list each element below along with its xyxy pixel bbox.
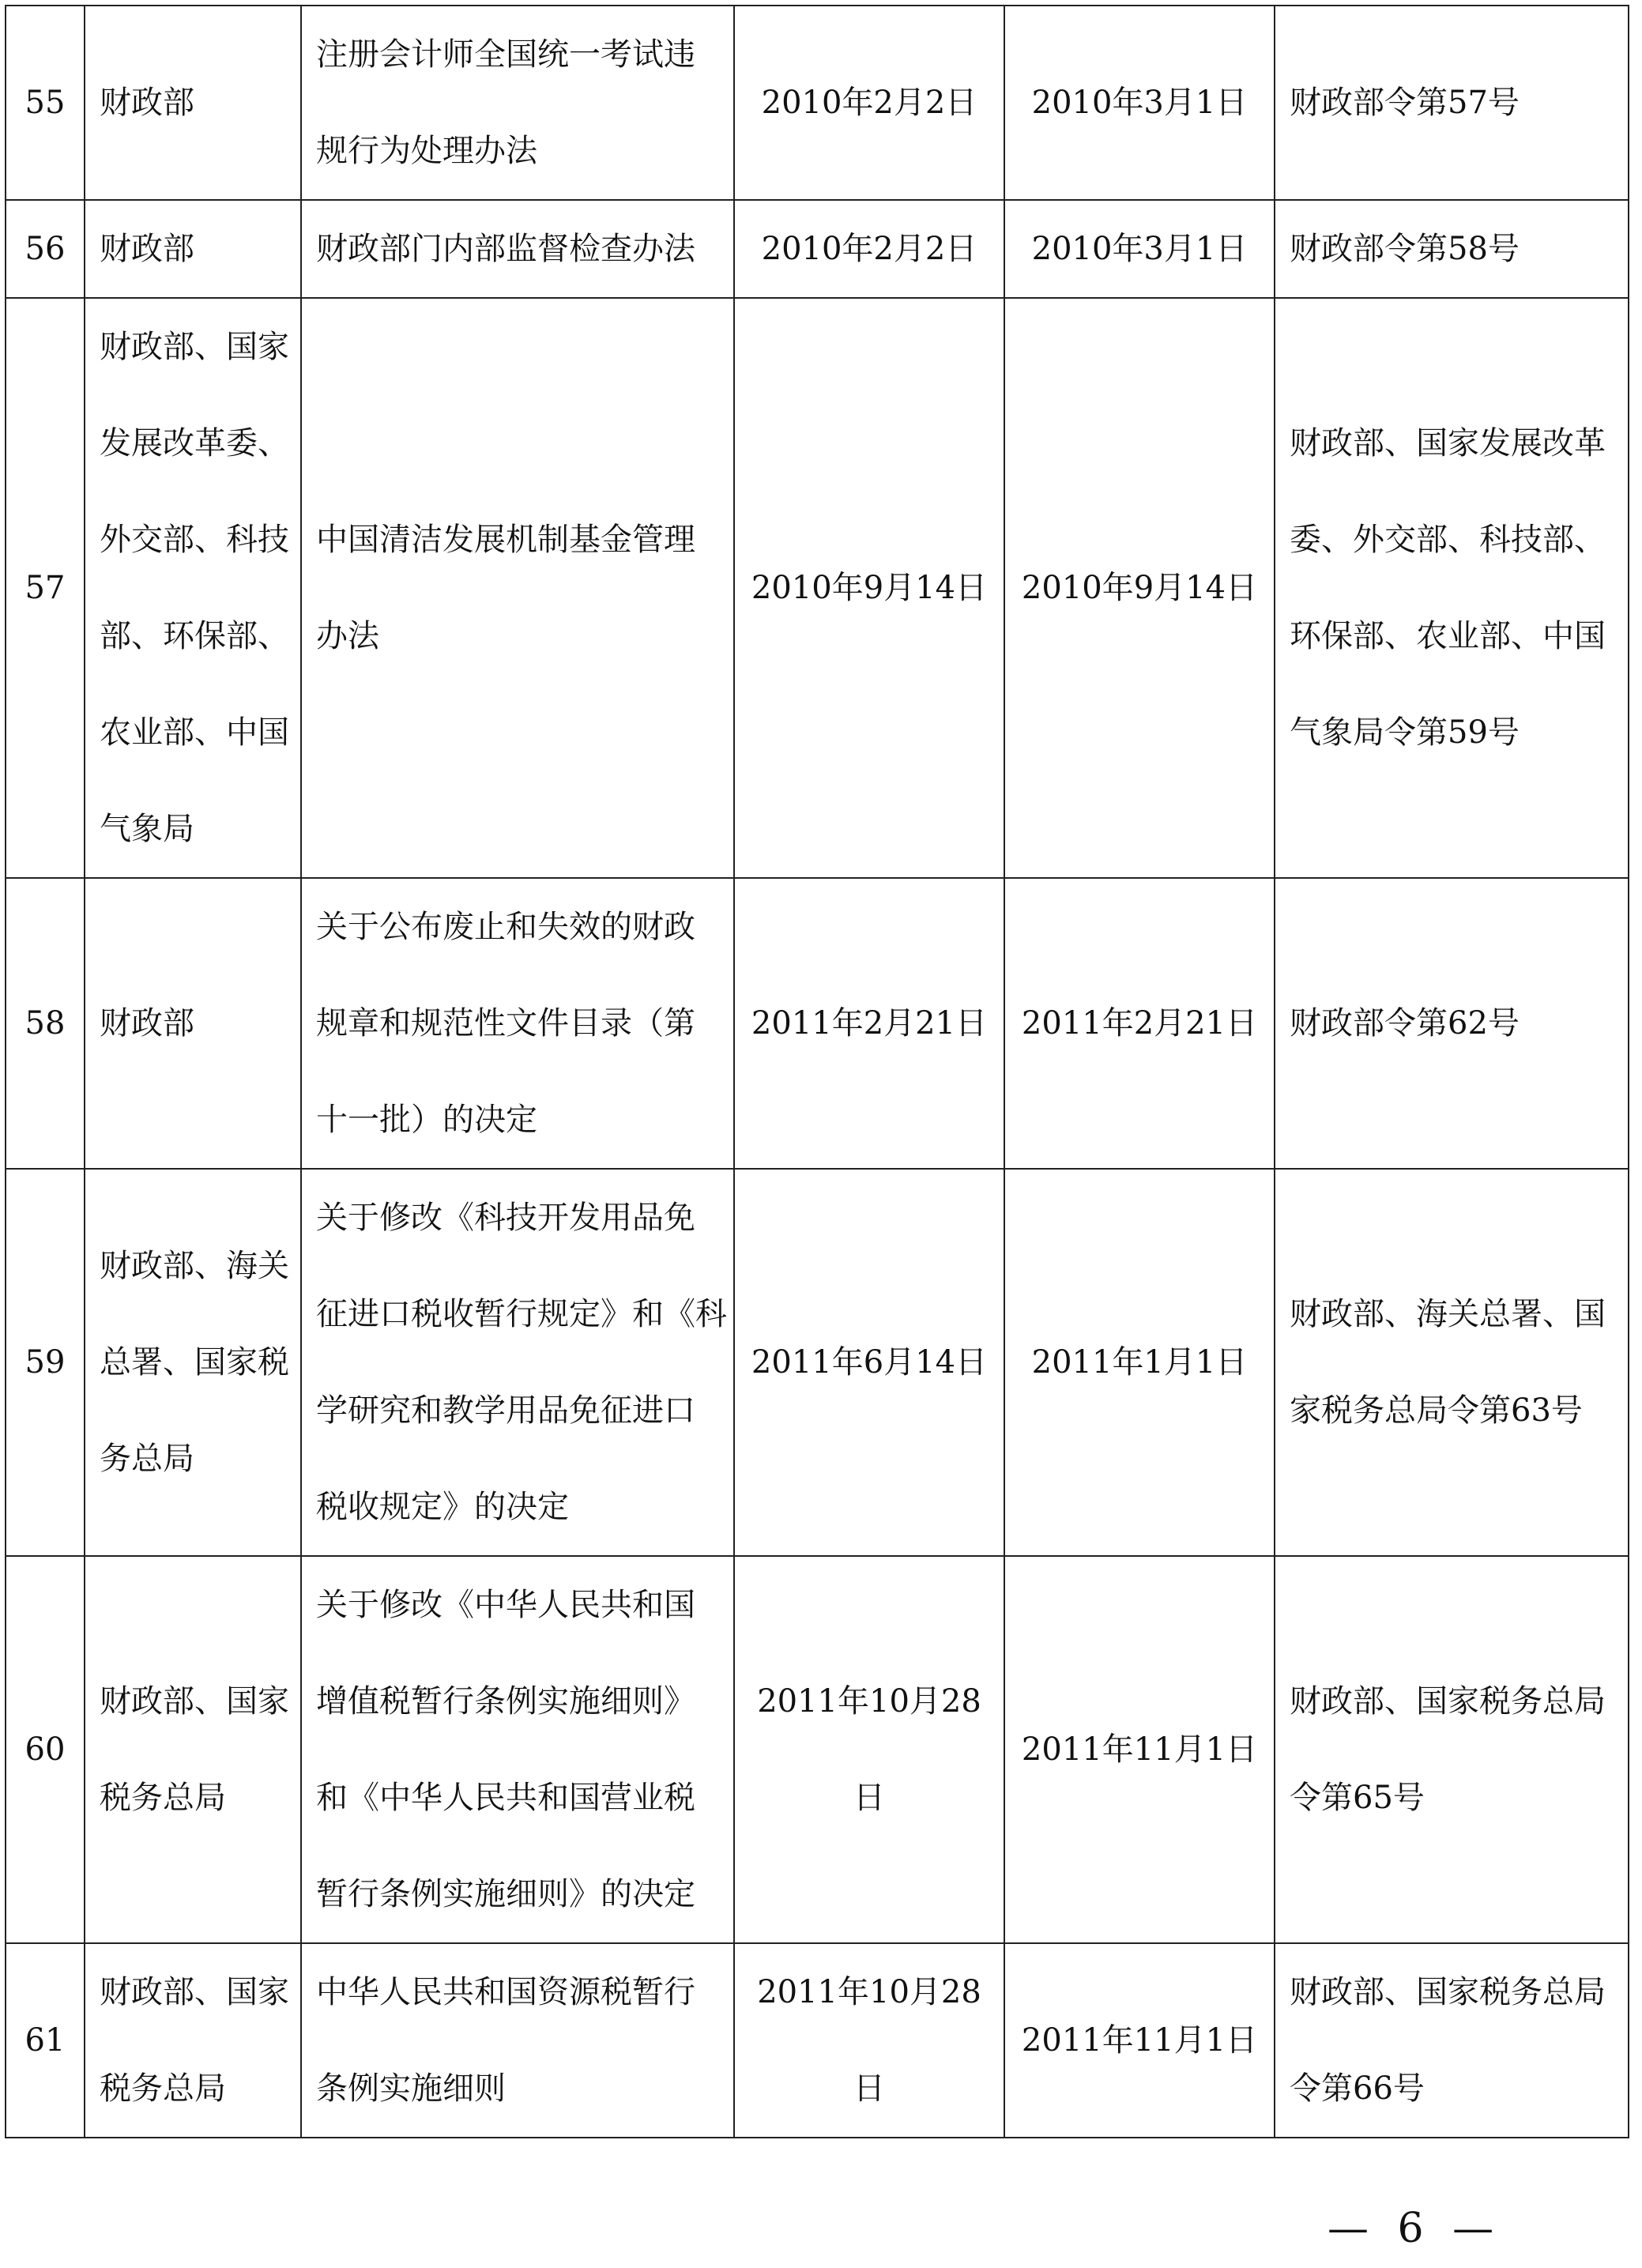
regulation-title [301, 1556, 734, 1943]
title-line: 中华人民共和国资源税暂行 [316, 1974, 695, 2010]
title-line: 关于公布废止和失效的财政 [316, 909, 695, 945]
publish-date: 2011年10月28日 [734, 1556, 1004, 1943]
dept-line: 财政部、国家 [100, 1683, 289, 1720]
effective-date: 2011年2月21日 [1004, 878, 1275, 1169]
publish-date: 2011年10月28日 [734, 1943, 1004, 2138]
issuing-department [85, 298, 301, 878]
issuing-department [85, 1556, 301, 1943]
row-number: 56 [6, 200, 85, 298]
dept-line: 财政部 [100, 231, 194, 267]
issuing-department [85, 200, 301, 298]
dept-line: 财政部、海关 [100, 1248, 289, 1284]
order-line: 财政部、国家发展改革 [1290, 425, 1606, 462]
effective-date: 2010年9月14日 [1004, 298, 1275, 878]
order-line: 令第66号 [1290, 2070, 1425, 2107]
dept-line: 财政部、国家 [100, 1974, 289, 2010]
regulation-title [301, 298, 734, 878]
order-number [1275, 1556, 1629, 1943]
table-row [6, 878, 1629, 1169]
order-number [1275, 6, 1629, 200]
regulations-table [5, 5, 1629, 2138]
title-line: 关于修改《中华人民共和国 [316, 1587, 695, 1623]
dept-line: 外交部、科技 [100, 522, 289, 558]
table-row [6, 1556, 1629, 1943]
title-line: 财政部门内部监督检查办法 [316, 231, 695, 267]
dept-line: 务总局 [100, 1441, 194, 1477]
publish-date: 2011年6月14日 [734, 1169, 1004, 1556]
order-line: 气象局令第59号 [1290, 714, 1520, 751]
dept-line: 发展改革委、 [100, 425, 289, 462]
effective-date: 2011年11月1日 [1004, 1556, 1275, 1943]
dept-line: 财政部 [100, 1005, 194, 1042]
effective-date: 2011年11月1日 [1004, 1943, 1275, 2138]
effective-date: 2010年3月1日 [1004, 6, 1275, 200]
publish-date: 2011年2月21日 [734, 878, 1004, 1169]
title-line: 规行为处理办法 [316, 133, 537, 169]
regulation-title [301, 6, 734, 200]
order-number [1275, 1169, 1629, 1556]
title-line: 规章和规范性文件目录（第 [316, 1005, 695, 1042]
dept-line: 农业部、中国 [100, 714, 289, 751]
title-line: 税收规定》的决定 [316, 1489, 569, 1525]
title-line: 中国清洁发展机制基金管理 [316, 522, 695, 558]
order-line: 财政部、国家税务总局 [1290, 1974, 1606, 2010]
dept-line: 税务总局 [100, 2070, 226, 2107]
title-line: 十一批）的决定 [316, 1102, 537, 1138]
publish-date: 2010年2月2日 [734, 6, 1004, 200]
table-row [6, 200, 1629, 298]
row-number: 58 [6, 878, 85, 1169]
regulation-title [301, 1943, 734, 2138]
effective-date: 2011年1月1日 [1004, 1169, 1275, 1556]
regulation-title [301, 1169, 734, 1556]
issuing-department [85, 1169, 301, 1556]
issuing-department [85, 1943, 301, 2138]
order-line: 环保部、农业部、中国 [1290, 618, 1606, 654]
dept-line: 财政部、国家 [100, 329, 289, 365]
page-number: — 6 — [1328, 2205, 1502, 2252]
title-line: 条例实施细则 [316, 2070, 506, 2107]
table-row [6, 1943, 1629, 2138]
issuing-department [85, 6, 301, 200]
effective-date: 2010年3月1日 [1004, 200, 1275, 298]
order-line: 令第65号 [1290, 1780, 1425, 1816]
row-number: 60 [6, 1556, 85, 1943]
row-number: 55 [6, 6, 85, 200]
order-line: 财政部、国家税务总局 [1290, 1683, 1606, 1720]
title-line: 办法 [316, 618, 379, 654]
order-number [1275, 298, 1629, 878]
publish-date: 2010年2月2日 [734, 200, 1004, 298]
dept-line: 气象局 [100, 811, 194, 847]
title-line: 关于修改《科技开发用品免 [316, 1200, 695, 1236]
title-line: 和《中华人民共和国营业税 [316, 1780, 695, 1816]
dept-line: 部、环保部、 [100, 618, 289, 654]
row-number: 59 [6, 1169, 85, 1556]
title-line: 学研究和教学用品免征进口 [316, 1392, 695, 1429]
table-row [6, 1169, 1629, 1556]
order-line: 财政部令第62号 [1290, 1005, 1520, 1042]
dept-line: 税务总局 [100, 1780, 226, 1816]
title-line: 注册会计师全国统一考试违 [316, 36, 695, 73]
row-number: 57 [6, 298, 85, 878]
dept-line: 财政部 [100, 85, 194, 121]
dept-line: 总署、国家税 [100, 1344, 289, 1381]
publish-date: 2010年9月14日 [734, 298, 1004, 878]
title-line: 征进口税收暂行规定》和《科 [316, 1296, 727, 1332]
order-number [1275, 878, 1629, 1169]
title-line: 增值税暂行条例实施细则》 [316, 1683, 695, 1720]
issuing-department [85, 878, 301, 1169]
row-number: 61 [6, 1943, 85, 2138]
order-line: 财政部令第58号 [1290, 231, 1520, 267]
order-number [1275, 1943, 1629, 2138]
order-line: 委、外交部、科技部、 [1290, 522, 1606, 558]
title-line: 暂行条例实施细则》的决定 [316, 1876, 695, 1912]
regulation-title [301, 878, 734, 1169]
order-number [1275, 200, 1629, 298]
table-row [6, 298, 1629, 878]
table-row [6, 6, 1629, 200]
order-line: 财政部令第57号 [1290, 85, 1520, 121]
regulation-title [301, 200, 734, 298]
order-line: 家税务总局令第63号 [1290, 1392, 1583, 1429]
order-line: 财政部、海关总署、国 [1290, 1296, 1606, 1332]
